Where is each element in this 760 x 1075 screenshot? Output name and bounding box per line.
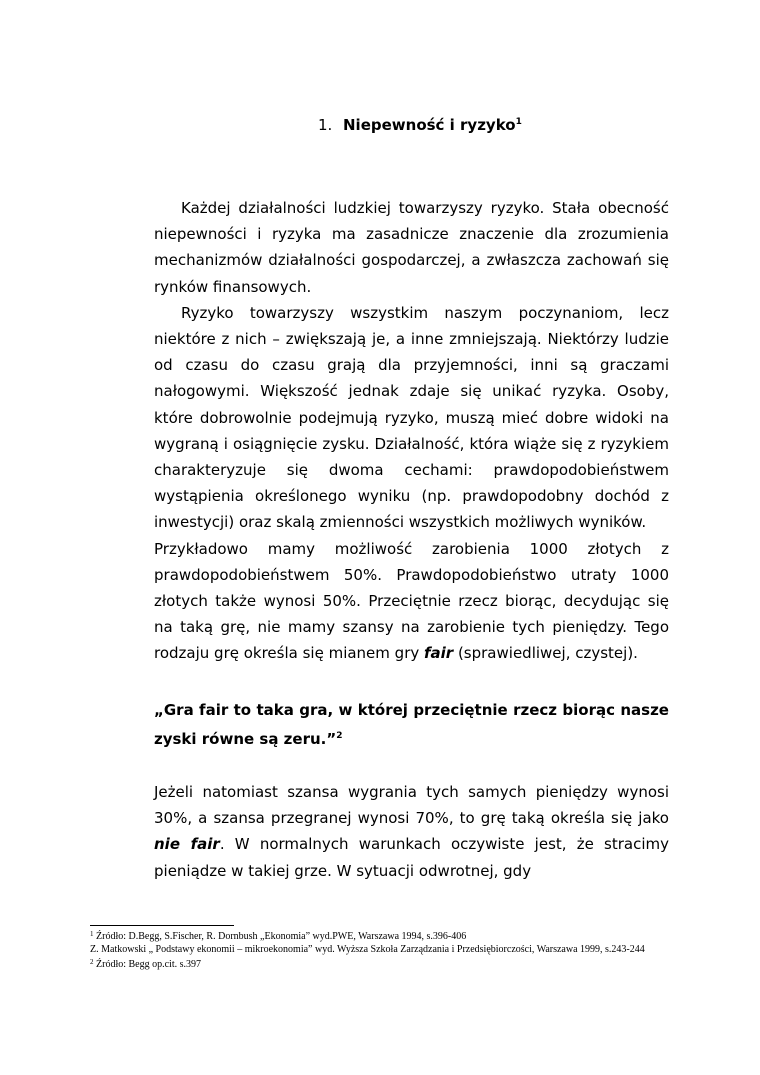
paragraph-1: Każdej działalności ludzkiej towarzyszy ryzyko. Stała obecność niepewności i ryzyka ma zasadnicze znaczenie dla zrozumienia mechanizmów działalności gospodarczej, a zwłaszcza zachowań się rynków finansowych. [154, 199, 669, 296]
emphasis-fair: fair [424, 644, 454, 663]
paragraph-4: Jeżeli natomiast szansa wygrania tych samych pieniędzy wynosi 30%, a szansa przegranej wynosi 70%, to grę taką określa się jako nie fair. W normalnych warunkach oczywiste jest, że stracimy pieniądze w takiej grze. W sytuacji odwrotnej, gdy [154, 783, 670, 880]
section-number: 1. [318, 116, 333, 134]
emphasis-nie-fair: nie fair [154, 835, 220, 854]
footnote-ref-1: 1 [515, 117, 522, 127]
body-text [154, 195, 669, 884]
footnote-2: $^2$ Źródło: Begg op.cit. s.397 [90, 958, 201, 970]
footnote-1: $^1$ Źródło: D.Begg, S.Fischer, R. Dornbush „Ekonomia” wyd.PWE, Warszawa 1994, s.396-406 [90, 930, 467, 942]
paragraph-3: Przykładowo mamy możliwość zarobienia 1000 złotych z prawdopodobieństwem 50%. Prawdopodobieństwo utraty 1000 złotych także wynosi 50%. Przeciętnie rzecz biorąc, decydując się na taką grę, nie mamy szansy na zarobienie tych pieniędzy. Tego rodzaju grę określa się mianem gry fair (sprawiedliwej, czystej). [154, 539, 669, 663]
footnotes [90, 928, 680, 972]
footnote-separator [90, 925, 234, 926]
definition-quote: „Gra fair to taka gra, w której przeciętnie rzecz biorąc nasze zyski równe są zeru.”$^2$ [154, 700, 669, 748]
section-title: Niepewność i ryzyko$^1$ [343, 116, 522, 134]
paragraph-2: Ryzyko towarzyszy wszystkim naszym poczynaniom, lecz niektóre z nich – zwiększają je, a inne zmniejszają. Niektórzy ludzie od czasu do czasu grają dla przyjemności, inni są graczami nałogowymi. Większość jednak zdaje się unikać ryzyka. Osoby, które dobrowolnie podejmują ryzyko, muszą mieć dobre widoki na wygraną i osiągnięcie zysku. Działalność, która wiąże się z ryzykiem charakteryzuje się dwoma cechami: prawdopodobieństwem wystąpienia określonego wyniku (np. prawdopodobny dochód z inwestycji) oraz skalą zmienności wszystkich możliwych wyników. [154, 303, 669, 532]
footnote-ref-2: 2 [336, 730, 343, 741]
footnote-1-continued: Z. Matkowski „ Podstawy ekonomii – mikroekonomia” wyd. Wyższa Szkoła Zarządzania i Przedsiębiorczości, Warszawa 1999, s.243-244 [90, 943, 645, 955]
